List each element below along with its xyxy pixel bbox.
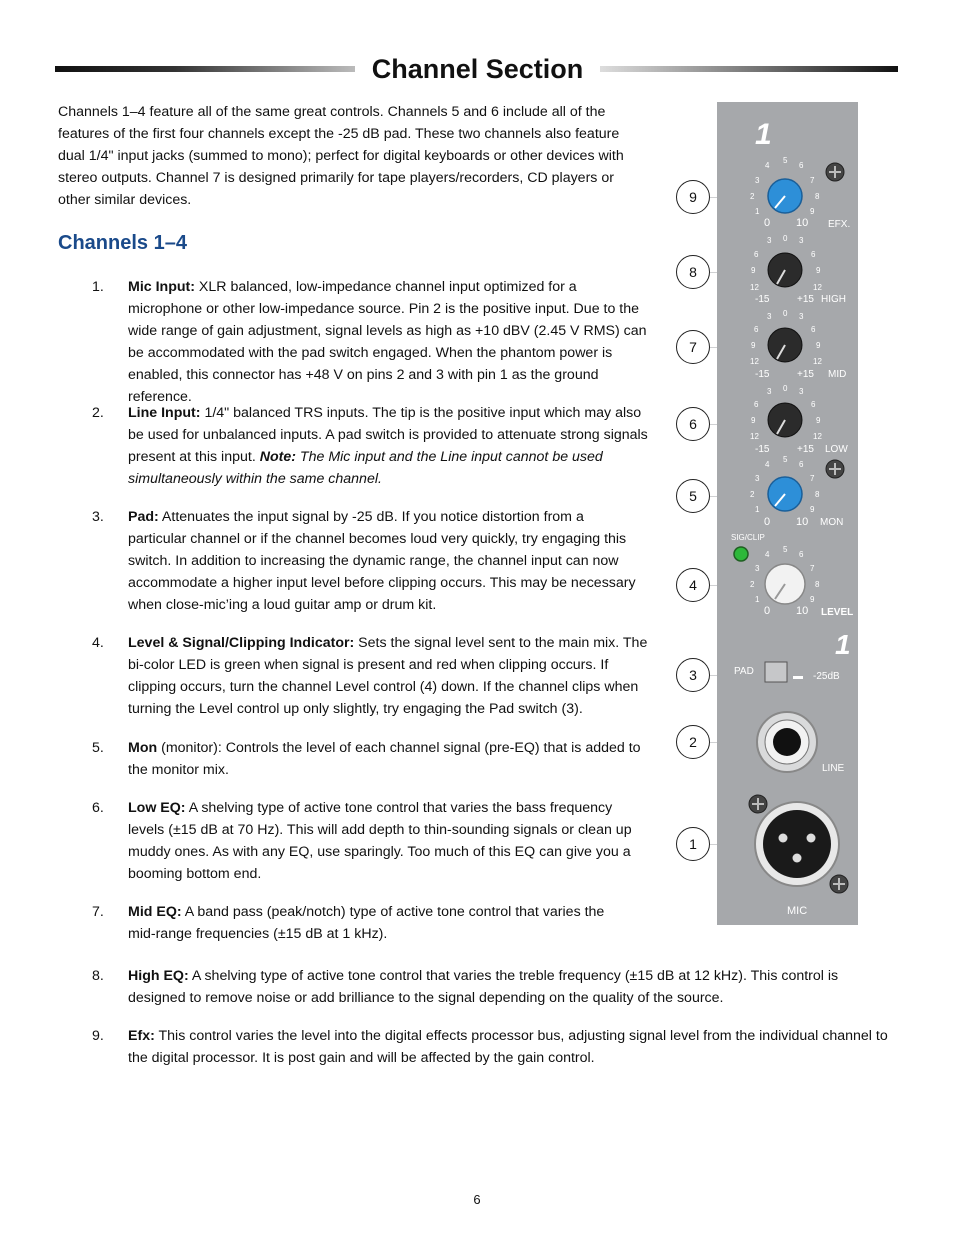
- callout-8: 8: [676, 255, 710, 289]
- svg-text:9: 9: [810, 207, 815, 216]
- item-title: High EQ:: [128, 968, 189, 984]
- sig-clip-label: SIG/CLIP: [731, 533, 765, 542]
- svg-text:+15: +15: [797, 369, 814, 380]
- svg-text:0: 0: [764, 516, 771, 528]
- svg-text:1: 1: [755, 207, 760, 216]
- callout-6: 6: [676, 407, 710, 441]
- svg-text:6: 6: [799, 460, 804, 469]
- item-title: Level & Signal/Clipping Indicator:: [128, 635, 355, 651]
- item-title: Mon: [128, 740, 158, 756]
- level-knob: [750, 545, 853, 618]
- callout-2: 2: [676, 725, 710, 759]
- intro-paragraph: Channels 1–4 feature all of the same great controls. Channels 5 and 6 include all of the features of the first four channels except the -25 dB pad. These two channels also feature dual 1/4" input jacks (summed to mono); perfect for digital keyboards or other devices with stereo outputs. Channel 7 is designed primarily for tape players/recorders, CD players or other similar devices.: [58, 104, 624, 208]
- item-text: A band pass (peak/notch) type of active tone control that varies the mid-range frequencies (±15 dB at 1 kHz).: [128, 904, 605, 942]
- svg-text:-15: -15: [755, 294, 770, 305]
- channel-number-lower: 1: [835, 629, 851, 660]
- svg-text:0: 0: [783, 309, 788, 318]
- svg-text:3: 3: [799, 236, 804, 245]
- svg-text:12: 12: [813, 357, 822, 366]
- item-text: Attenuates the input signal by -25 dB. If you notice distortion from a particular channel or if the channel becomes loud very quickly, try engaging this switch. In addition to increasing the dynamic range, the channel input can now accommodate a higher input level before clipping occurs. This may be necessary when close-mic’ing a loud guitar amp or drum kit.: [128, 509, 636, 613]
- svg-text:3: 3: [799, 312, 804, 321]
- mic-label: MIC: [787, 905, 808, 917]
- svg-text:+15: +15: [797, 294, 814, 305]
- channel-strip-illustration: [717, 102, 858, 925]
- svg-text:HIGH: HIGH: [821, 294, 846, 305]
- pad-label: PAD: [734, 666, 754, 677]
- item-title: Efx:: [128, 1028, 155, 1044]
- svg-text:EFX.: EFX.: [828, 219, 851, 230]
- svg-text:+15: +15: [797, 444, 814, 455]
- svg-text:5: 5: [783, 156, 788, 165]
- svg-text:4: 4: [765, 550, 770, 559]
- callout-5: 5: [676, 479, 710, 513]
- item-number: 9.: [92, 1028, 104, 1044]
- svg-text:9: 9: [810, 505, 815, 514]
- svg-text:6: 6: [754, 400, 759, 409]
- svg-text:12: 12: [750, 432, 759, 441]
- item-text: XLR balanced, low-impedance channel input optimized for a microphone or other low-impedance source. Pin 2 is the positive input. Due to the wide range of gain adjustment, signal levels as high as +10 dBV (2.45 V RMS) can be accommodated with the pad switch engaged. When the phantom power is enabled, this connector has +48 V on pins 2 and 3 with pin 1 as the ground reference.: [128, 279, 647, 405]
- svg-text:8: 8: [815, 490, 820, 499]
- callout-7: 7: [676, 330, 710, 364]
- svg-text:-15: -15: [755, 369, 770, 380]
- item-text: A shelving type of active tone control that varies the treble frequency (±15 dB at 12 kHz). This control is designed to remove noise or add brilliance to the signal depending on the quality of the source.: [128, 968, 839, 1006]
- item-number: 6.: [92, 800, 104, 816]
- item-title: Low EQ:: [128, 800, 186, 816]
- svg-text:7: 7: [810, 474, 815, 483]
- svg-text:2: 2: [750, 580, 755, 589]
- sig-clip-led: [734, 547, 748, 561]
- svg-text:9: 9: [751, 266, 756, 275]
- svg-text:3: 3: [755, 474, 760, 483]
- svg-text:6: 6: [811, 250, 816, 259]
- svg-text:8: 8: [815, 580, 820, 589]
- svg-text:7: 7: [810, 564, 815, 573]
- header-rule-right: [600, 66, 898, 72]
- svg-text:6: 6: [811, 325, 816, 334]
- line-label: LINE: [822, 763, 845, 774]
- item-text: (monitor): Controls the level of each channel signal (pre-EQ) that is added to the monitor mix.: [128, 740, 641, 778]
- item-number: 2.: [92, 405, 104, 421]
- svg-text:10: 10: [796, 217, 809, 229]
- item-text: A shelving type of active tone control that varies the bass frequency levels (±15 dB at 70 Hz). This will add depth to thin-sounding signals or clean up muddy ones. As with any EQ, use sparingly. Too much of this EQ can give you a booming bottom end.: [128, 800, 632, 882]
- svg-text:5: 5: [783, 455, 788, 464]
- channel-number-top: 1: [755, 118, 772, 151]
- svg-text:3: 3: [755, 564, 760, 573]
- item-title: Line Input:: [128, 405, 201, 421]
- section-heading: Channels 1–4: [58, 232, 187, 254]
- item-number: 3.: [92, 509, 104, 525]
- item-text: Sets the signal level sent to the main mix. The bi-color LED is green when signal is present and red when clipping occurs. If clipping occurs, turn the channel Level control (4) down. If the channel clips when turning the Level control up only slightly, try engaging the Pad switch (3).: [128, 635, 648, 717]
- svg-text:6: 6: [754, 250, 759, 259]
- item-number: 5.: [92, 740, 104, 756]
- svg-text:MID: MID: [828, 369, 847, 380]
- svg-text:12: 12: [813, 283, 822, 292]
- svg-text:9: 9: [816, 416, 821, 425]
- svg-text:2: 2: [750, 490, 755, 499]
- item-number: 7.: [92, 904, 104, 920]
- svg-text:3: 3: [767, 236, 772, 245]
- item-text: 1/4" balanced TRS inputs. The tip is the positive input which may also be used for unbalanced inputs. A pad switch is provided to attenuate strong signals present at this input.: [128, 405, 648, 465]
- page-title: Channel Section: [371, 54, 584, 84]
- svg-text:12: 12: [750, 283, 759, 292]
- svg-text:6: 6: [754, 325, 759, 334]
- svg-text:12: 12: [813, 432, 822, 441]
- svg-text:MON: MON: [820, 517, 844, 528]
- svg-text:4: 4: [765, 161, 770, 170]
- svg-text:LEVEL: LEVEL: [821, 607, 854, 618]
- high-eq-knob: [750, 234, 846, 305]
- item-number: 8.: [92, 968, 104, 984]
- low-eq-knob: [750, 384, 848, 455]
- mic-xlr-connector: [755, 802, 839, 886]
- svg-text:10: 10: [796, 605, 809, 617]
- svg-text:9: 9: [816, 266, 821, 275]
- svg-text:5: 5: [783, 545, 788, 554]
- svg-text:0: 0: [764, 605, 771, 617]
- item-title: Mid EQ:: [128, 904, 182, 920]
- note-text: The Mic input and the Line input cannot be used simultaneously within the same channel.: [128, 449, 603, 487]
- item-number: 1.: [92, 279, 104, 295]
- svg-text:3: 3: [767, 387, 772, 396]
- header-rule-left: [55, 66, 355, 72]
- pad-switch: [765, 662, 787, 682]
- svg-text:0: 0: [764, 217, 771, 229]
- svg-text:2: 2: [750, 192, 755, 201]
- page-number: 6: [473, 1192, 481, 1207]
- svg-text:9: 9: [810, 595, 815, 604]
- note-label: Note:: [259, 449, 296, 465]
- svg-text:9: 9: [751, 416, 756, 425]
- svg-text:8: 8: [815, 192, 820, 201]
- svg-text:12: 12: [750, 357, 759, 366]
- item-number: 4.: [92, 635, 104, 651]
- svg-text:6: 6: [799, 161, 804, 170]
- item-text: This control varies the level into the digital effects processor bus, adjusting signal level from the individual channel to the digital processor. It is post gain and will be affected by the gain control.: [128, 1028, 888, 1066]
- pad-value: -25dB: [813, 671, 840, 682]
- svg-text:3: 3: [755, 176, 760, 185]
- svg-text:6: 6: [811, 400, 816, 409]
- item-title: Mic Input:: [128, 279, 195, 295]
- svg-text:-15: -15: [755, 444, 770, 455]
- svg-text:1: 1: [755, 505, 760, 514]
- callout-1: 1: [676, 827, 710, 861]
- svg-text:LOW: LOW: [825, 444, 848, 455]
- callout-4: 4: [676, 568, 710, 602]
- svg-text:1: 1: [755, 595, 760, 604]
- svg-text:4: 4: [765, 460, 770, 469]
- callout-3: 3: [676, 658, 710, 692]
- line-jack: [757, 712, 817, 772]
- svg-text:7: 7: [810, 176, 815, 185]
- svg-text:9: 9: [816, 341, 821, 350]
- svg-text:3: 3: [799, 387, 804, 396]
- svg-text:0: 0: [783, 234, 788, 243]
- callout-9: 9: [676, 180, 710, 214]
- svg-text:6: 6: [799, 550, 804, 559]
- svg-text:0: 0: [783, 384, 788, 393]
- svg-text:10: 10: [796, 516, 809, 528]
- svg-text:9: 9: [751, 341, 756, 350]
- svg-text:3: 3: [767, 312, 772, 321]
- mid-eq-knob: [750, 309, 846, 380]
- item-title: Pad:: [128, 509, 159, 525]
